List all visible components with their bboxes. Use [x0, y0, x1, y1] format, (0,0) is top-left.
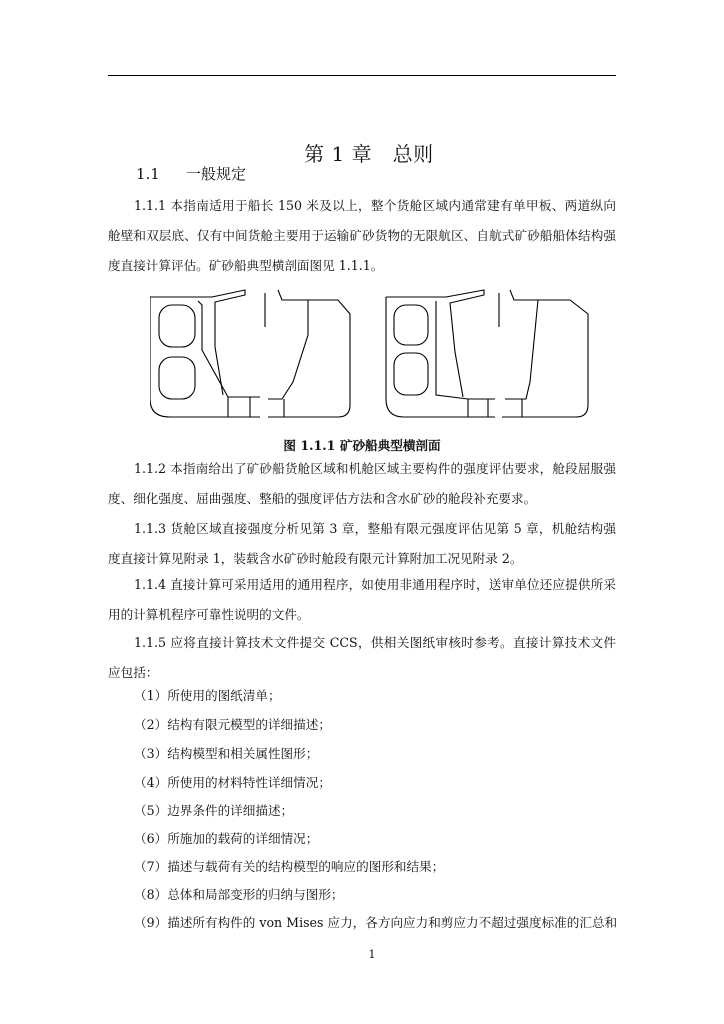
figure-number: 图 1.1.1	[283, 438, 336, 453]
list-item: （8）总体和局部变形的归纳与图形；	[134, 887, 344, 902]
section-2-right-half	[499, 290, 588, 417]
figure-title: 矿砂船典型横剖面	[339, 438, 441, 453]
section-heading	[136, 163, 246, 184]
paragraph-1-1-2: 1.1.2 本指南给出了矿砂船货舱区域和机舱区域主要构件的强度评估要求，舱段屈服强度、细化强度、屈曲强度、整船的强度评估方法和含水矿砂的舱段补充要求。	[108, 461, 616, 506]
list-item: （1）所使用的图纸清单；	[134, 688, 281, 703]
paragraph-1-1-1: 1.1.1 本指南适用于船长 150 米及以上，整个货舱区域内通常建有单甲板、两道纵向舱壁和双层底、仅有中间货舱主要用于运输矿砂货物的无限航区、自航式矿砂船船体结构强度直接计算评估。矿砂船典型横剖面图见 1.1.1。	[108, 198, 616, 273]
list-item: （9）描述所有构件的 von Mises 应力，各方向应力和剪应力不超过强度标准的汇总和	[134, 915, 618, 930]
list-item: （7）描述与载荷有关的结构模型的响应的图形和结果；	[134, 859, 445, 874]
paragraph-1-1-3: 1.1.3 货舱区域直接强度分析见第 3 章，整船有限元强度评估见第 5 章，机舱结构强度直接计算见附录 1，装载含水矿砂时舱段有限元计算附加工况见附录 2。	[108, 521, 616, 566]
cross-section-figure	[150, 287, 610, 422]
list-item: （5）边界条件的详细描述；	[134, 803, 294, 818]
section-title: 一般规定	[186, 165, 247, 183]
section-1-right-half	[265, 290, 350, 417]
figure-caption	[0, 435, 724, 454]
list-item: （2）结构有限元模型的详细描述；	[134, 717, 331, 732]
list-item: （4）所使用的材料特性详细情况；	[134, 775, 331, 790]
page-number: 1	[368, 948, 376, 961]
section-2-left-half	[386, 290, 495, 417]
paragraph-1-1-5: 1.1.5 应将直接计算技术文件提交 CCS，供相关图纸审核时参考。直接计算技术文件应包括：	[108, 635, 616, 680]
header-rule	[108, 75, 616, 76]
section-number: 1.1	[136, 165, 160, 183]
section-1-left-half	[150, 290, 260, 417]
list-item: （3）结构模型和相关属性图形；	[134, 746, 319, 761]
chapter-title: 第 1 章 总则	[304, 142, 434, 166]
list-item: （6）所施加的载荷的详细情况；	[134, 831, 319, 846]
chapter-heading	[0, 114, 724, 167]
paragraph-1-1-4: 1.1.4 直接计算可采用适用的通用程序，如使用非通用程序时，送审单位还应提供所采用的计算机程序可靠性说明的文件。	[108, 577, 616, 622]
